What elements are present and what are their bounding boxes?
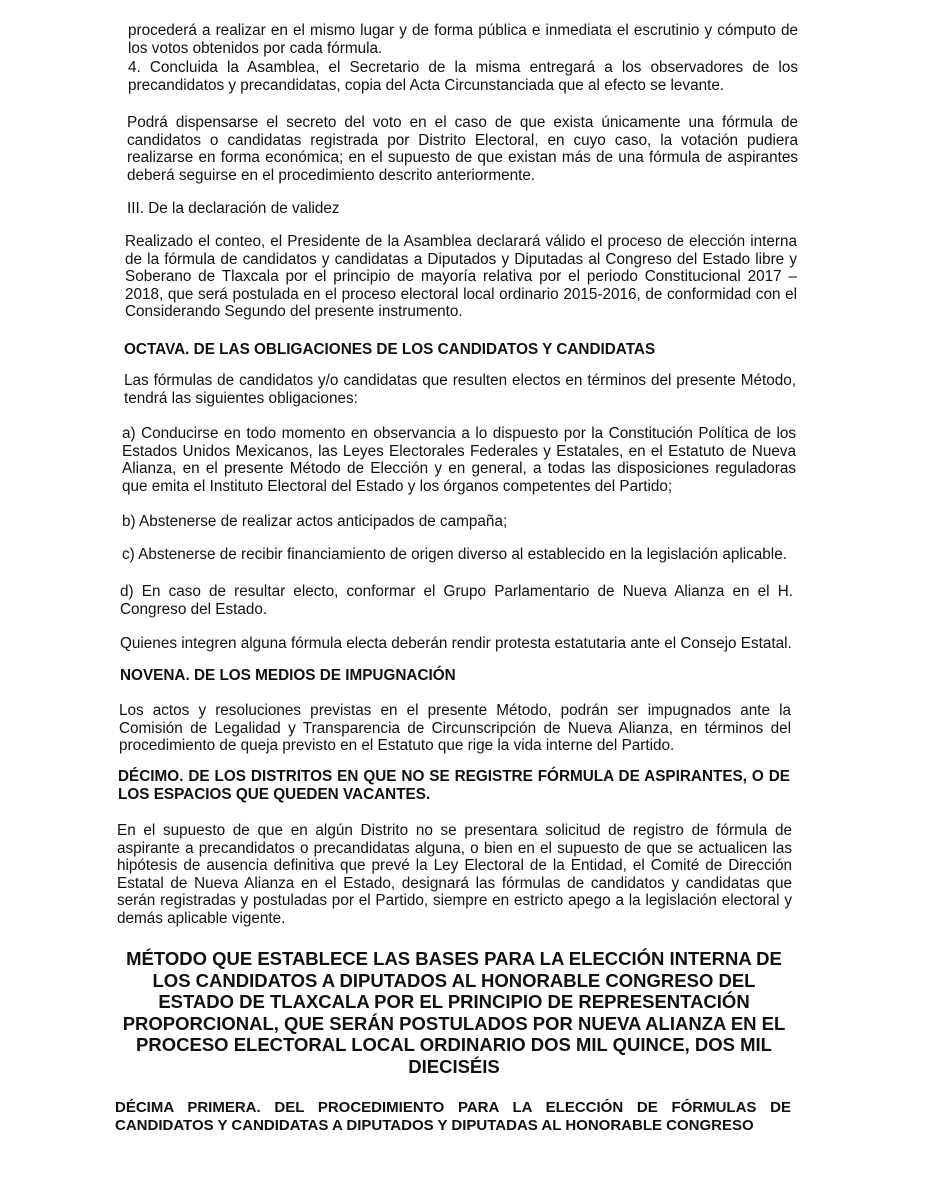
- document-title-metodo: MÉTODO QUE ESTABLECE LAS BASES PARA LA ELECCIÓN INTERNA DE LOS CANDIDATOS A DIPUTADOS AL HONORABLE CONGRESO DEL ESTADO DE TLAXCALA POR EL PRINCIPIO DE REPRESENTACIÓN PROPORCIONAL, QUE SERÁN POSTULADOS POR NUEVA ALIANZA EN EL PROCESO ELECTORAL LOCAL ORDINARIO DOS MIL QUINCE, DOS MIL DIECISÉIS: [122, 948, 786, 1077]
- paragraph-dispensa-secreto: Podrá dispensarse el secreto del voto en el caso de que exista únicamente una fórmula de candidatos o candidatas registrada por Distrito Electoral, en cuyo caso, la votación pudiera realizarse en forma económica; en el supuesto de que existan más de una fórmula de aspirantes deberá seguirse en el procedimiento descrito anteriormente.: [127, 114, 798, 184]
- paragraph-impugnacion: Los actos y resoluciones previstas en el presente Método, podrán ser impugnados ante la Comisión de Legalidad y Transparencia de Circunscripción de Nueva Alianza, en términos del procedimiento de queja previsto en el Estatuto que rige la vida interne del Partido.: [119, 702, 791, 754]
- heading-decimo: DÉCIMO. DE LOS DISTRITOS EN QUE NO SE REGISTRE FÓRMULA DE ASPIRANTES, O DE LOS ESPACIOS QUE QUEDEN VACANTES.: [118, 768, 790, 803]
- obligation-a: a) Conducirse en todo momento en observancia a lo dispuesto por la Constitución Política de los Estados Unidos Mexicanos, las Leyes Electorales Federales y Estatales, en el Estatuto de Nueva Alianza, en el presente Método de Elección y en general, a todas las disposiciones reguladoras que emita el Instituto Electoral del Estado y los órganos competentes del Partido;: [122, 425, 796, 495]
- paragraph-realizado-conteo: Realizado el conteo, el Presidente de la Asamblea declarará válido el proceso de elección interna de la fórmula de candidatos y candidatas a Diputados y Diputadas al Congreso del Estado libre y Soberano de Tlaxcala por el principio de mayoría relativa por el periodo Constitucional 2017 – 2018, que será postulada en el proceso electoral local ordinario 2015-2016, de conformidad con el Considerando Segundo del presente instrumento.: [125, 233, 797, 320]
- obligation-b: b) Abstenerse de realizar actos anticipados de campaña;: [122, 513, 508, 530]
- heading-octava: OCTAVA. DE LAS OBLIGACIONES DE LOS CANDIDATOS Y CANDIDATAS: [124, 341, 656, 358]
- paragraph-supuesto-distrito: En el supuesto de que en algún Distrito no se presentara solicitud de registro de fórmula de aspirante a precandidatos o precandidatas alguna, o bien en el supuesto de que se actualicen las hipótesis de ausencia definitiva que prevé la Ley Electoral de la Entidad, el Comité de Dirección Estatal de Nueva Alianza en el Estado, designará las fórmulas de candidatos y candidatas que serán registradas y postuladas por el Partido, siempre en estricto apego a la legislación electoral y demás aplicable vigente.: [117, 822, 792, 927]
- paragraph-item-4: 4. Concluida la Asamblea, el Secretario de la misma entregará a los observadores de los precandidatos y precandidatas, copia del Acta Circunstanciada que al efecto se levante.: [128, 59, 798, 94]
- paragraph-continuation: procederá a realizar en el mismo lugar y de forma pública e inmediata el escrutinio y cómputo de los votos obtenidos por cada fórmula.: [128, 22, 798, 57]
- heading-novena: NOVENA. DE LOS MEDIOS DE IMPUGNACIÓN: [120, 667, 456, 684]
- heading-declaracion-validez: III. De la declaración de validez: [127, 200, 340, 217]
- obligation-d: d) En caso de resultar electo, conformar el Grupo Parlamentario de Nueva Alianza en el H. Congreso del Estado.: [120, 583, 793, 618]
- paragraph-protesta-estatutaria: Quienes integren alguna fórmula electa deberán rendir protesta estatutaria ante el Consejo Estatal.: [120, 635, 792, 652]
- obligation-c: c) Abstenerse de recibir financiamiento de origen diverso al establecido en la legislación aplicable.: [122, 546, 787, 563]
- heading-decima-primera: DÉCIMA PRIMERA. DEL PROCEDIMIENTO PARA LA ELECCIÓN DE FÓRMULAS DE CANDIDATOS Y CANDIDATAS A DIPUTADOS Y DIPUTADAS AL HONORABLE CONGRESO: [115, 1099, 791, 1134]
- paragraph-formulas-obligaciones: Las fórmulas de candidatos y/o candidatas que resulten electos en términos del presente Método, tendrá las siguientes obligaciones:: [124, 372, 796, 407]
